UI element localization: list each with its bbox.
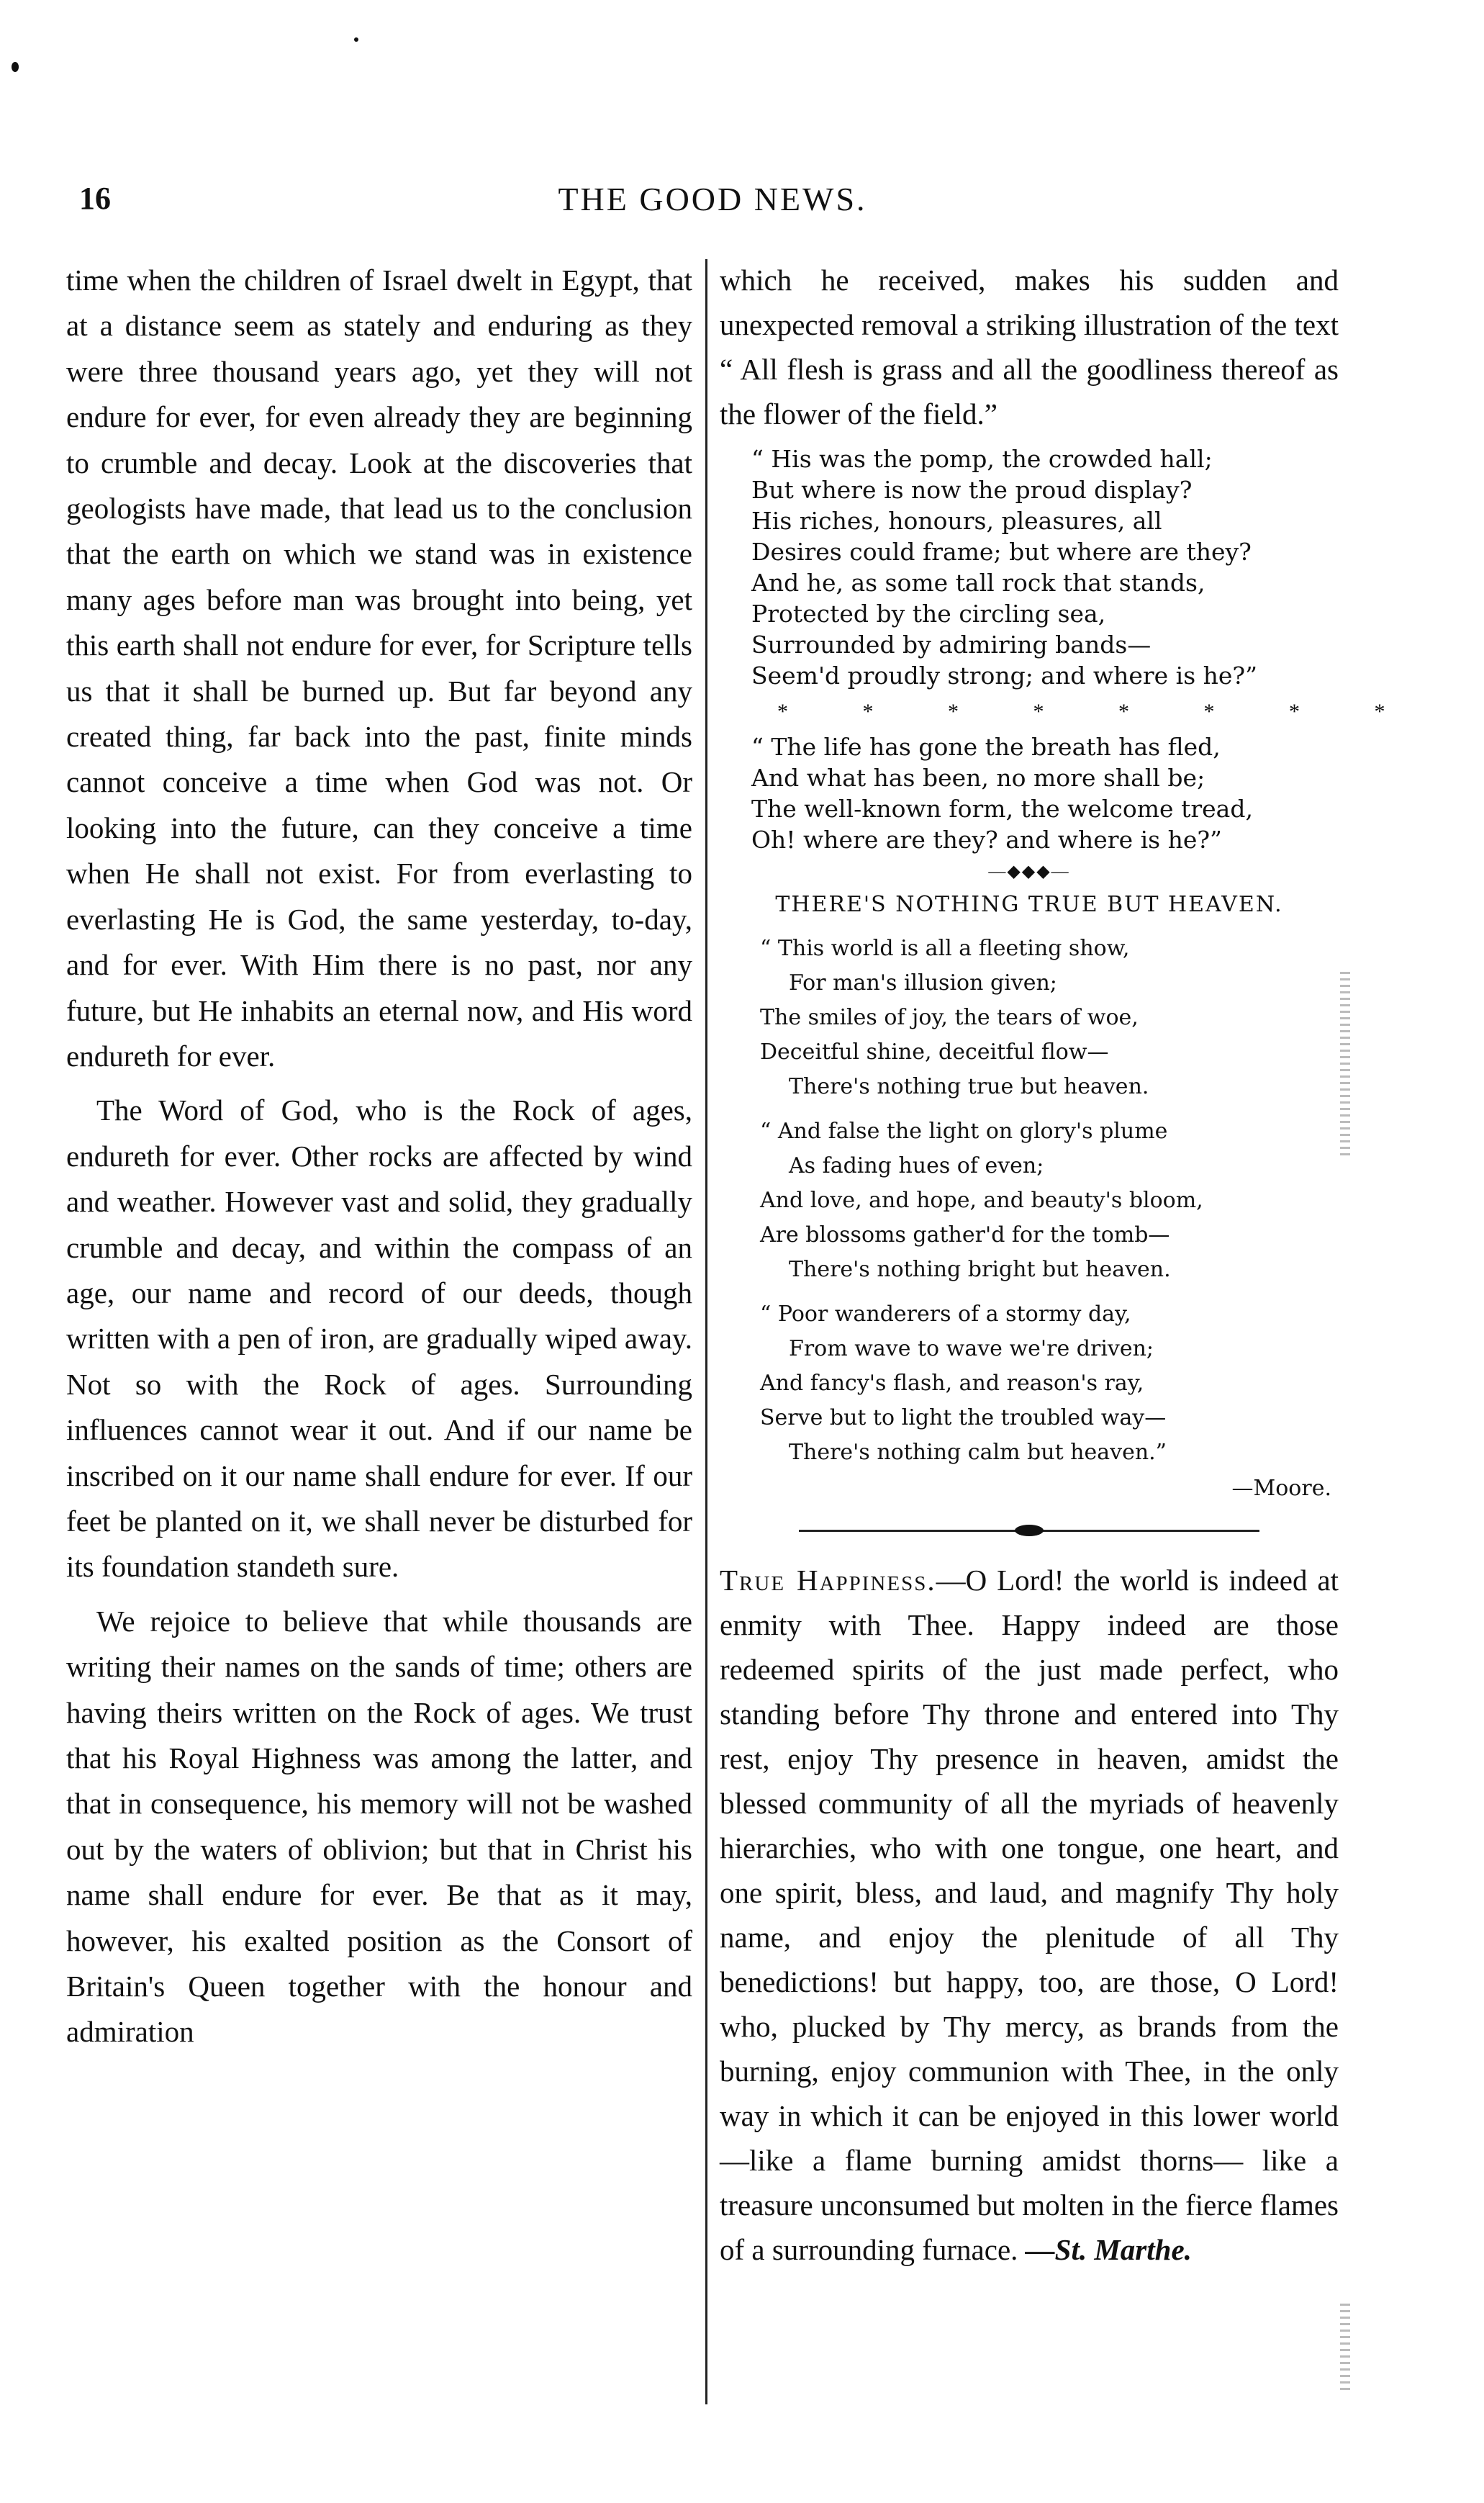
paragraph: We rejoice to believe that while thousands are writing their names on the sands of time; others are having theirs written on the Rock of ages. We trust that his Royal Highness was among the latter, and that in consequence, his memory will not be washed out by the waters of oblivion; but that in Christ his name shall endure for ever. Be that as it may, however, his exalted position as the Consort of Britain's Queen together with the honour and admiration: [66, 1604, 692, 2049]
column-rule: [705, 259, 707, 2404]
poem-line: And he, as some tall rock that stands,: [751, 569, 1205, 597]
attribution: —St. Marthe.: [1025, 2233, 1192, 2266]
hymn: [760, 932, 1339, 1470]
hymn-line: Serve but to light the troubled way—: [760, 1405, 1167, 1430]
hymn-line: “ And false the light on glory's plume: [760, 1119, 1168, 1144]
paragraph-body: —O Lord! the world is indeed at enmity with Thee. Happy indeed are those redeemed spirits of the just made perfect, who standing before Thy throne and entered into Thy rest, enjoy Thy presence in heaven, amidst the blessed community of all the myriads of heavenly hierarchies, who with one tongue, one heart, and one spirit, bless, and laud, and magnify Thy holy name, and enjoy the plenitude of all Thy benedictions! but happy, too, are those, O Lord! who, plucked by Thy mercy, as brands from the burning, enjoy communion with Thee, in the only way in which it can be enjoyed in this lower world —like a flame burning amidst thorns— like a treasure unconsumed but molten in the fierce flames of a surrounding furnace.: [720, 1564, 1339, 2266]
true-happiness-paragraph: [720, 1558, 1339, 2272]
scan-edge-noise: [1340, 972, 1350, 1159]
poem-stanza: [751, 443, 1339, 691]
poem-line: Desires could frame; but where are they?: [751, 538, 1252, 566]
ink-speck: [354, 37, 358, 42]
paragraph: time when the children of Israel dwelt in Egypt, that at a distance seem as stately and enduring as they were three thousand years ago, yet they will not endure for ever, for even already they are beginning to crumble and decay. Look at the discoveries that geologists have made, that lead us to the conclusion that the earth on which we stand was in existence many ages before man was brought into being, yet this earth shall not endure for ever, for Scripture tells us that it shall be burned up. But far beyond any created thing, far back into the past, finite minds cannot conceive a time when God was not. Or looking into the future, can they conceive a time when He shall not exist. For from everlasting to everlasting He is God, the same yesterday, to-day, and for ever. With Him there is no past, nor any future, but He inhabits an eternal now, and His word endureth for ever.: [66, 263, 692, 1073]
scan-edge-noise: [1340, 2304, 1350, 2390]
hymn-line: And fancy's flash, and reason's ray,: [760, 1371, 1144, 1396]
hymn-line: From wave to wave we're driven;: [789, 1336, 1154, 1361]
poem-line: Surrounded by admiring bands—: [751, 631, 1152, 659]
poem-line: Seem'd proudly strong; and where is he?”: [751, 662, 1257, 690]
hymn-line: For man's illusion given;: [789, 970, 1057, 996]
poem-line: And what has been, no more shall be;: [751, 764, 1205, 792]
poem-line: But where is now the proud display?: [751, 476, 1193, 504]
section-divider: [799, 1530, 1259, 1532]
poem-line: “ The life has gone the breath has fled,: [751, 733, 1221, 761]
hymn-line: “ This world is all a fleeting show,: [760, 936, 1130, 961]
hymn-line: “ Poor wanderers of a stormy day,: [760, 1302, 1131, 1327]
hymn-stanza: [760, 932, 1339, 1104]
hymn-line: There's nothing bright but heaven.: [789, 1257, 1171, 1282]
hymn-stanza: [760, 1114, 1339, 1287]
hymn-line: As fading hues of even;: [789, 1153, 1044, 1178]
running-title: THE GOOD NEWS.: [558, 181, 867, 217]
page-header: [79, 180, 1346, 230]
hymn-title: THERE'S NOTHING TRUE BUT HEAVEN.: [775, 892, 1283, 917]
poem-line: “ His was the pomp, the crowded hall;: [751, 445, 1213, 473]
poem-line: The well-known form, the welcome tread,: [751, 795, 1253, 823]
hymn-line: There's nothing true but heaven.: [789, 1074, 1149, 1099]
poem-line: Oh! where are they? and where is he?”: [751, 826, 1222, 854]
hymn-line: And love, and hope, and beauty's bloom,: [760, 1188, 1203, 1213]
paragraph: which he received, makes his sudden and unexpected removal a striking illustration of the text “ All flesh is grass and all the goodliness thereof as the flower of the field.”: [720, 263, 1339, 430]
hymn-line: Are blossoms gather'd for the tomb—: [760, 1222, 1170, 1248]
poem-line: Protected by the circling sea,: [751, 600, 1106, 628]
hymn-stanza: [760, 1297, 1339, 1470]
ink-speck: [12, 62, 19, 72]
hymn-line: Deceitful shine, deceitful flow—: [760, 1039, 1109, 1065]
right-column: [720, 258, 1420, 2272]
paragraph: The Word of God, who is the Rock of ages, endureth for ever. Other rocks are affected by wind and weather. However vast and solid, they gradually crumble and decay, and within the compass of an age, our name and record of our deeds, though written with a pen of iron, are gradually wiped away. Not so with the Rock of ages. Surrounding influences cannot wear it out. And if our name be inscribed on it our name shall endure for ever. If our feet be planted on it, we shall never be disturbed for its foundation standeth sure.: [66, 1093, 692, 1584]
poem-line: His riches, honours, pleasures, all: [751, 507, 1162, 535]
ornament-divider: ―◆◆◆―: [988, 862, 1070, 881]
left-column: [66, 258, 692, 2055]
section-heading: True Happiness.: [720, 1564, 936, 1597]
hymn-line: There's nothing calm but heaven.”: [789, 1440, 1167, 1465]
page-number: 16: [79, 181, 111, 216]
hymn-line: The smiles of joy, the tears of woe,: [760, 1005, 1139, 1030]
hymn-author: —Moore.: [1231, 1476, 1331, 1501]
poem-stanza: [751, 731, 1339, 855]
section-stars: * * * * * * * *: [777, 700, 1420, 723]
